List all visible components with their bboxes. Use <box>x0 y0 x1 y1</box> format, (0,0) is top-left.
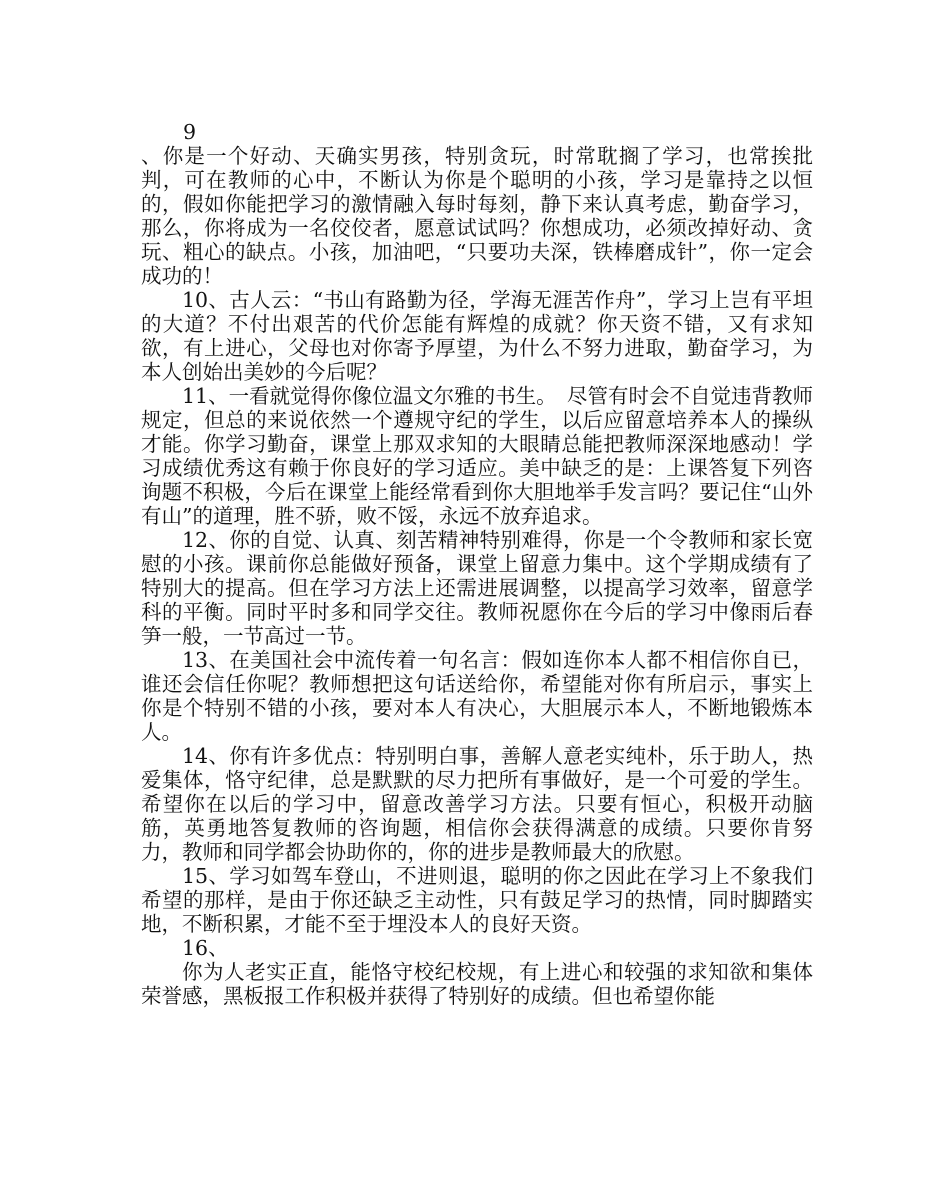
paragraph-9: 、你是一个好动、天确实男孩，特别贪玩，时常耽搁了学习，也常挨批判，可在教师的心中，不断认为你是个聪明的小孩，学习是靠持之以恒的，假如你能把学习的激情融入每时每刻，静下来认真考虑，勤奋学习，那么，你将成为一名佼佼者，愿意试试吗？你想成功，必须改掉好动、贪玩、粗心的缺点。小孩，加油吧，“只要功夫深，铁棒磨成针”，你一定会成功的！ <box>141 144 813 288</box>
paragraph-14: 14、你有许多优点：特别明白事，善解人意老实纯朴，乐于助人，热爱集体，恪守纪律，总是默默的尽力把所有事做好，是一个可爱的学生。希望你在以后的学习中，留意改善学习方法。只要有恒心，积极开动脑筋，英勇地答复教师的咨询题，相信你会获得满意的成绩。只要你肯努力，教师和同学都会协助你的，你的进步是教师最大的欣慰。 <box>141 744 813 864</box>
paragraph-10: 10、古人云：“书山有路勤为径，学海无涯苦作舟”，学习上岂有平坦的大道？不付出艰苦的代价怎能有辉煌的成就？你天资不错，又有求知欲，有上进心，父母也对你寄予厚望，为什么不努力进取，勤奋学习，为本人创始出美妙的今后呢？ <box>141 288 813 384</box>
paragraph-15: 15、学习如驾车登山，不进则退，聪明的你之因此在学习上不象我们希望的那样，是由于你还缺乏主动性，只有鼓足学习的热情，同时脚踏实地，不断积累，才能不至于埋没本人的良好天资。 <box>141 864 813 936</box>
paragraph-16-number: 16、 <box>182 936 229 960</box>
document-body <box>141 120 813 1008</box>
paragraph-11: 11、一看就觉得你像位温文尔雅的书生。 尽管有时会不自觉违背教师规定，但总的来说依然一个遵规守纪的学生，以后应留意培养本人的操纵才能。你学习勤奋，课堂上那双求知的大眼睛总能把教师深深地感动！学习成绩优秀这有赖于你良好的学习适应。美中缺乏的是：上课答复下列咨询题不积极，今后在课堂上能经常看到你大胆地举手发言吗？要记住“山外有山”的道理，胜不骄，败不馁，永远不放弃追求。 <box>141 384 813 528</box>
item-number: 9 <box>183 120 197 144</box>
paragraph-16: 你为人老实正直，能恪守校纪校规，有上进心和较强的求知欲和集体荣誉感，黑板报工作积极并获得了特别好的成绩。但也希望你能 <box>141 960 813 1008</box>
paragraph-13: 13、在美国社会中流传着一句名言：假如连你本人都不相信你自已，谁还会信任你呢？教师想把这句话送给你，希望能对你有所启示，事实上你是个特别不错的小孩，要对本人有决心，大胆展示本人，不断地锻炼本人。 <box>141 648 813 744</box>
paragraph-12: 12、你的自觉、认真、刻苦精神特别难得，你是一个令教师和家长宽慰的小孩。课前你总能做好预备，课堂上留意力集中。这个学期成绩有了特别大的提高。但在学习方法上还需进展调整，以提高学习效率，留意学科的平衡。同时平时多和同学交往。教师祝愿你在今后的学习中像雨后春笋一般，一节高过一节。 <box>141 528 813 648</box>
